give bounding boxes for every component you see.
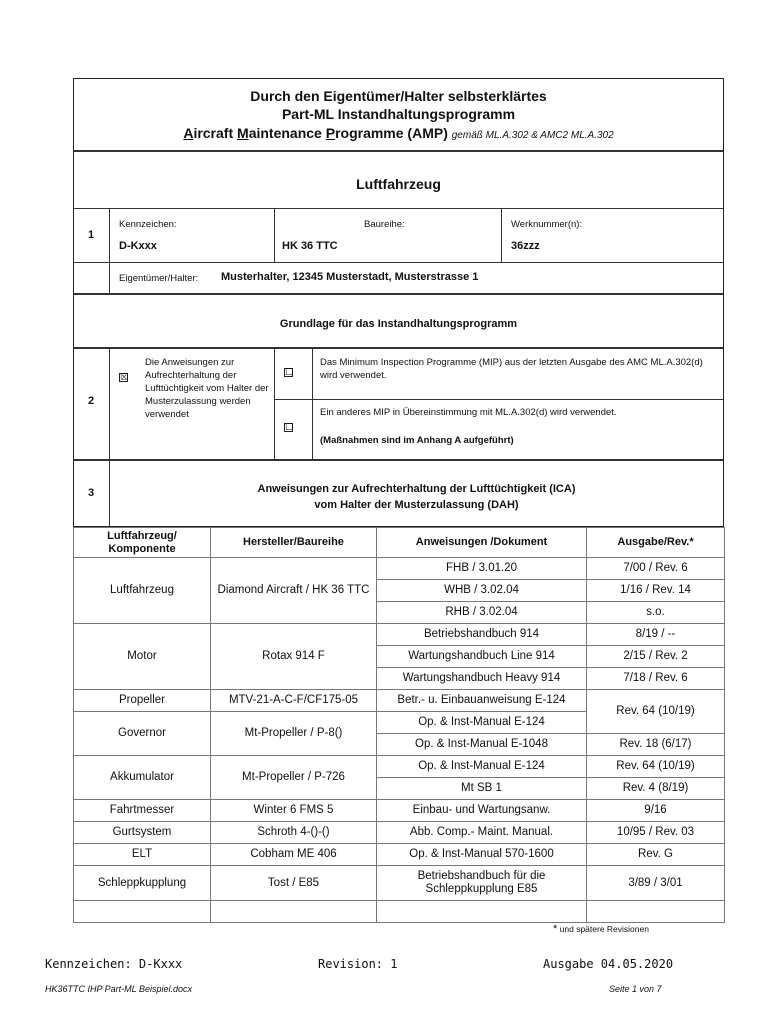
footer-filename: HK36TTC IHP Part-ML Beispiel.docx: [45, 984, 193, 994]
divider: [109, 349, 110, 459]
divider: [74, 262, 723, 263]
document-header: [74, 79, 723, 152]
table-row: [74, 558, 725, 580]
manufacturer-cell: Winter 6 FMS 5: [211, 800, 377, 822]
component-cell: Luftfahrzeug: [74, 558, 211, 624]
table-row-empty: [74, 901, 725, 923]
ica-table: [73, 527, 725, 923]
table-row: [74, 800, 725, 822]
document-cell: Wartungshandbuch Heavy 914: [377, 668, 587, 690]
component-cell: Propeller: [74, 690, 211, 712]
empty-cell: [587, 901, 725, 923]
document-cell: Betriebshandbuch 914: [377, 624, 587, 646]
footer-kennzeichen: Kennzeichen: D-Kxxx: [45, 957, 183, 971]
baureihe-label: Baureihe:: [364, 219, 405, 230]
revision-cell: 3/89 / 3/01: [587, 866, 725, 901]
revision-cell: 7/00 / Rev. 6: [587, 558, 725, 580]
table-row: [74, 756, 725, 778]
revision-cell: 8/19 / --: [587, 624, 725, 646]
row-number-3: 3: [88, 487, 95, 499]
footer-revision: Revision: 1: [318, 957, 398, 971]
component-cell: Governor: [74, 712, 211, 756]
revision-cell: 2/15 / Rev. 2: [587, 646, 725, 668]
divider: [74, 208, 723, 209]
section-ica-title-1: Anweisungen zur Aufrechterhaltung der Lufttüchtigkeit (ICA): [257, 483, 576, 495]
manufacturer-cell: MTV-21-A-C-F/CF175-05: [211, 690, 377, 712]
table-row: [74, 690, 725, 712]
baureihe-value: HK 36 TTC: [282, 240, 338, 252]
empty-cell: [377, 901, 587, 923]
document-cell: Op. & Inst-Manual E-124: [377, 712, 587, 734]
divider: [274, 208, 275, 262]
werknummer-value: 36zzz: [511, 240, 540, 252]
revision-cell: Rev. 64 (10/19): [587, 690, 725, 734]
divider: [74, 347, 723, 349]
column-header: Luftfahrzeug/ Komponente: [74, 528, 211, 558]
header-line-2: Part-ML Instandhaltungsprogramm: [281, 106, 516, 122]
revision-cell: Rev. G: [587, 844, 725, 866]
document-cell: RHB / 3.02.04: [377, 602, 587, 624]
manufacturer-cell: Diamond Aircraft / HK 36 TTC: [211, 558, 377, 624]
row-number-2: 2: [88, 395, 95, 407]
column-header: Hersteller/Baureihe: [211, 528, 377, 558]
document-cell: Op. & Inst-Manual E-124: [377, 756, 587, 778]
divider: [109, 208, 110, 293]
document-cell: Abb. Comp.- Maint. Manual.: [377, 822, 587, 844]
revision-cell: 9/16: [587, 800, 725, 822]
other-mip-note: (Maßnahmen sind im Anhang A aufgeführt): [320, 435, 514, 446]
ica-checkbox[interactable]: ☒: [120, 372, 129, 382]
component-cell: ELT: [74, 844, 211, 866]
footer-ausgabe: Ausgabe 04.05.2020: [543, 957, 674, 971]
component-cell: Gurtsystem: [74, 822, 211, 844]
other-mip-checkbox[interactable]: ☐: [285, 422, 294, 432]
component-cell: Schleppkupplung: [74, 866, 211, 901]
werknummer-label: Werknummer(n):: [511, 219, 583, 230]
table-row: [74, 866, 725, 901]
mip-checkbox[interactable]: ☐: [285, 367, 294, 377]
manufacturer-cell: Cobham ME 406: [211, 844, 377, 866]
manufacturer-cell: Mt-Propeller / P-726: [211, 756, 377, 800]
component-cell: Motor: [74, 624, 211, 690]
ica-option-text: Die Anweisungen zur Aufrechterhaltung der Lufttüchtigkeit vom Halter der Musterzulassung werden verwendet: [145, 357, 269, 420]
revision-cell: s.o.: [587, 602, 725, 624]
table-header-row: [74, 528, 725, 558]
revision-cell: 7/18 / Rev. 6: [587, 668, 725, 690]
column-header: Ausgabe/Rev.*: [587, 528, 725, 558]
divider: [74, 293, 723, 295]
header-line-1: Durch den Eigentümer/Halter selbsterklärtes: [250, 88, 547, 104]
document-cell: Op. & Inst-Manual E-1048: [377, 734, 587, 756]
manufacturer-cell: Rotax 914 F: [211, 624, 377, 690]
other-mip-option-text: Ein anderes MIP in Übereinstimmung mit ML.A.302(d) wird verwendet.: [320, 407, 617, 418]
mip-option-text: Das Minimum Inspection Programme (MIP) aus der letzten Ausgabe des AMC ML.A.302(d) wird verwendet.: [320, 357, 703, 381]
header-line-3: Aircraft Maintenance Programme (AMP) gemäß ML.A.302 & AMC2 ML.A.302: [183, 125, 614, 141]
divider: [501, 208, 502, 262]
table-row: [74, 844, 725, 866]
document-frame: [73, 78, 724, 527]
document-cell: Betr.- u. Einbauanweisung E-124: [377, 690, 587, 712]
revision-cell: Rev. 64 (10/19): [587, 756, 725, 778]
revision-cell: Rev. 4 (8/19): [587, 778, 725, 800]
document-cell: Mt SB 1: [377, 778, 587, 800]
document-cell: Einbau- und Wartungsanw.: [377, 800, 587, 822]
owner-value: Musterhalter, 12345 Musterstadt, Musterstrasse 1: [221, 271, 479, 283]
kennzeichen-label: Kennzeichen:: [119, 219, 177, 230]
revision-cell: 1/16 / Rev. 14: [587, 580, 725, 602]
document-cell: FHB / 3.01.20: [377, 558, 587, 580]
section-basis-title: Grundlage für das Instandhaltungsprogramm: [279, 318, 518, 330]
owner-label: Eigentümer/Halter:: [119, 273, 199, 284]
section-aircraft-title: Luftfahrzeug: [356, 176, 441, 192]
table-row: [74, 822, 725, 844]
table-row: [74, 624, 725, 646]
column-header: Anweisungen /Dokument: [377, 528, 587, 558]
document-cell: Betriebshandbuch für die Schleppkupplung E85: [377, 866, 587, 901]
divider: [312, 349, 313, 459]
divider: [274, 399, 723, 400]
empty-cell: [74, 901, 211, 923]
footer-page-number: Seite 1 von 7: [609, 984, 662, 994]
footnote: * und spätere Revisionen: [553, 923, 649, 935]
manufacturer-cell: Schroth 4-()-(): [211, 822, 377, 844]
component-cell: Fahrtmesser: [74, 800, 211, 822]
row-number-1: 1: [88, 229, 95, 241]
empty-cell: [211, 901, 377, 923]
revision-cell: Rev. 18 (6/17): [587, 734, 725, 756]
document-cell: WHB / 3.02.04: [377, 580, 587, 602]
manufacturer-cell: Mt-Propeller / P-8(): [211, 712, 377, 756]
revision-cell: 10/95 / Rev. 03: [587, 822, 725, 844]
divider: [274, 349, 275, 459]
component-cell: Akkumulator: [74, 756, 211, 800]
section-ica-title-2: vom Halter der Musterzulassung (DAH): [314, 499, 519, 511]
document-cell: Op. & Inst-Manual 570-1600: [377, 844, 587, 866]
document-cell: Wartungshandbuch Line 914: [377, 646, 587, 668]
manufacturer-cell: Tost / E85: [211, 866, 377, 901]
divider: [74, 459, 723, 461]
kennzeichen-value: D-Kxxx: [119, 240, 157, 252]
